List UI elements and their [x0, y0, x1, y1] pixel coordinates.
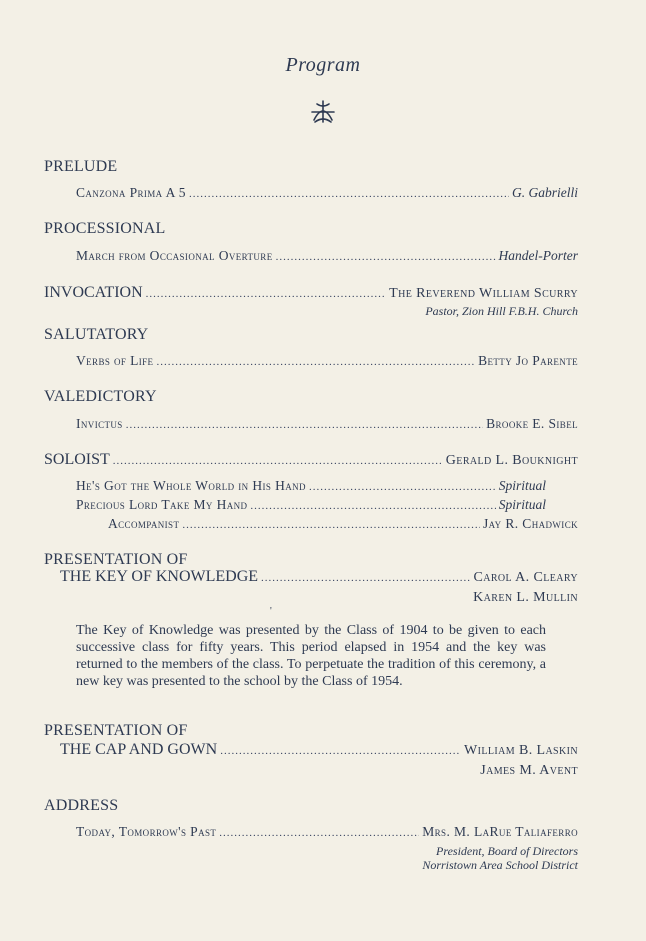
song-line-2: [76, 497, 546, 513]
leader-dots: [250, 500, 495, 512]
song-line-1: [76, 478, 546, 494]
key-presenter-2: Karen L. Mullin: [473, 590, 578, 605]
cap-line: [60, 741, 578, 759]
address-title: Today, Tomorrow's Past: [76, 824, 217, 839]
cap-presenter-2: James M. Avent: [480, 763, 578, 778]
leader-dots: [276, 251, 496, 263]
valedictory-speaker: Brooke E. Sibel: [486, 416, 578, 431]
key-heading-2: THE KEY OF KNOWLEDGE: [60, 568, 259, 585]
salutatory-piece: Verbs of Life: [76, 353, 154, 368]
invocation-name: The Reverend William Scurry: [389, 286, 578, 301]
processional-composer: Handel-Porter: [498, 248, 578, 263]
invocation-line: [44, 284, 578, 302]
address-note-2: Norristown Area School District: [422, 858, 578, 872]
leader-dots: [189, 188, 509, 200]
salutatory-heading: SALUTATORY: [44, 326, 149, 343]
valedictory-piece: Invictus: [76, 416, 123, 431]
address-line: [76, 824, 578, 840]
address-speaker: Mrs. M. LaRue Taliaferro: [422, 824, 578, 839]
page-title: Program: [285, 54, 361, 76]
prelude-composer: G. Gabrielli: [512, 185, 578, 200]
leader-dots: [156, 356, 475, 368]
processional-line: [76, 248, 578, 264]
processional-piece: March from Occasional Overture: [76, 248, 273, 263]
leader-dots: [309, 481, 496, 493]
key-presenter-1: Carol A. Cleary: [473, 570, 578, 585]
song-title: Precious Lord Take My Hand: [76, 497, 248, 512]
leader-dots: [182, 519, 480, 531]
leader-dots: [219, 827, 419, 839]
prelude-heading: PRELUDE: [44, 158, 118, 175]
processional-heading: PROCESSIONAL: [44, 220, 166, 237]
address-note-1: President, Board of Directors: [436, 844, 578, 858]
soloist-heading: SOLOIST: [44, 451, 110, 468]
leader-dots: [113, 455, 443, 467]
salutatory-speaker: Betty Jo Parente: [478, 353, 578, 368]
soloist-name: Gerald L. Bouknight: [445, 453, 578, 468]
prelude-line: [76, 185, 578, 201]
ornament-icon: [308, 98, 338, 124]
song-type: Spiritual: [498, 497, 546, 512]
prelude-piece: Canzona Prima A 5: [76, 185, 186, 200]
cap-heading-2: THE CAP AND GOWN: [60, 741, 218, 758]
key-heading-1: PRESENTATION OF: [44, 551, 188, 568]
leader-dots: [126, 419, 483, 431]
accompanist-name: Jay R. Chadwick: [482, 516, 578, 531]
cap-presenter-1: William B. Laskin: [464, 743, 578, 758]
cap-heading-1: PRESENTATION OF: [44, 722, 188, 739]
salutatory-line: [76, 353, 578, 369]
address-heading: ADDRESS: [44, 797, 119, 814]
valedictory-heading: VALEDICTORY: [44, 388, 157, 405]
leader-dots: [220, 745, 461, 757]
invocation-heading: INVOCATION: [44, 284, 143, 301]
leader-dots: [146, 288, 387, 300]
leader-dots: [261, 572, 470, 584]
song-type: Spiritual: [498, 478, 546, 493]
song-title: He's Got the Whole World in His Hand: [76, 478, 306, 493]
accompanist-label: Accompanist: [108, 516, 180, 531]
invocation-note: Pastor, Zion Hill F.B.H. Church: [425, 304, 578, 318]
accompanist-line: [108, 516, 578, 532]
tick-mark: ': [270, 606, 272, 617]
valedictory-line: [76, 416, 578, 432]
key-line: [60, 568, 578, 586]
key-paragraph: The Key of Knowledge was presented by the Class of 1904 to be given to each successive class for fifty years. This period elapsed in 1954 and the key was returned to the members of the class. To perpetuate the tradition of this ceremony, a new key was presented to the school by the Class of 1954.: [76, 623, 546, 689]
soloist-line: [44, 451, 578, 469]
